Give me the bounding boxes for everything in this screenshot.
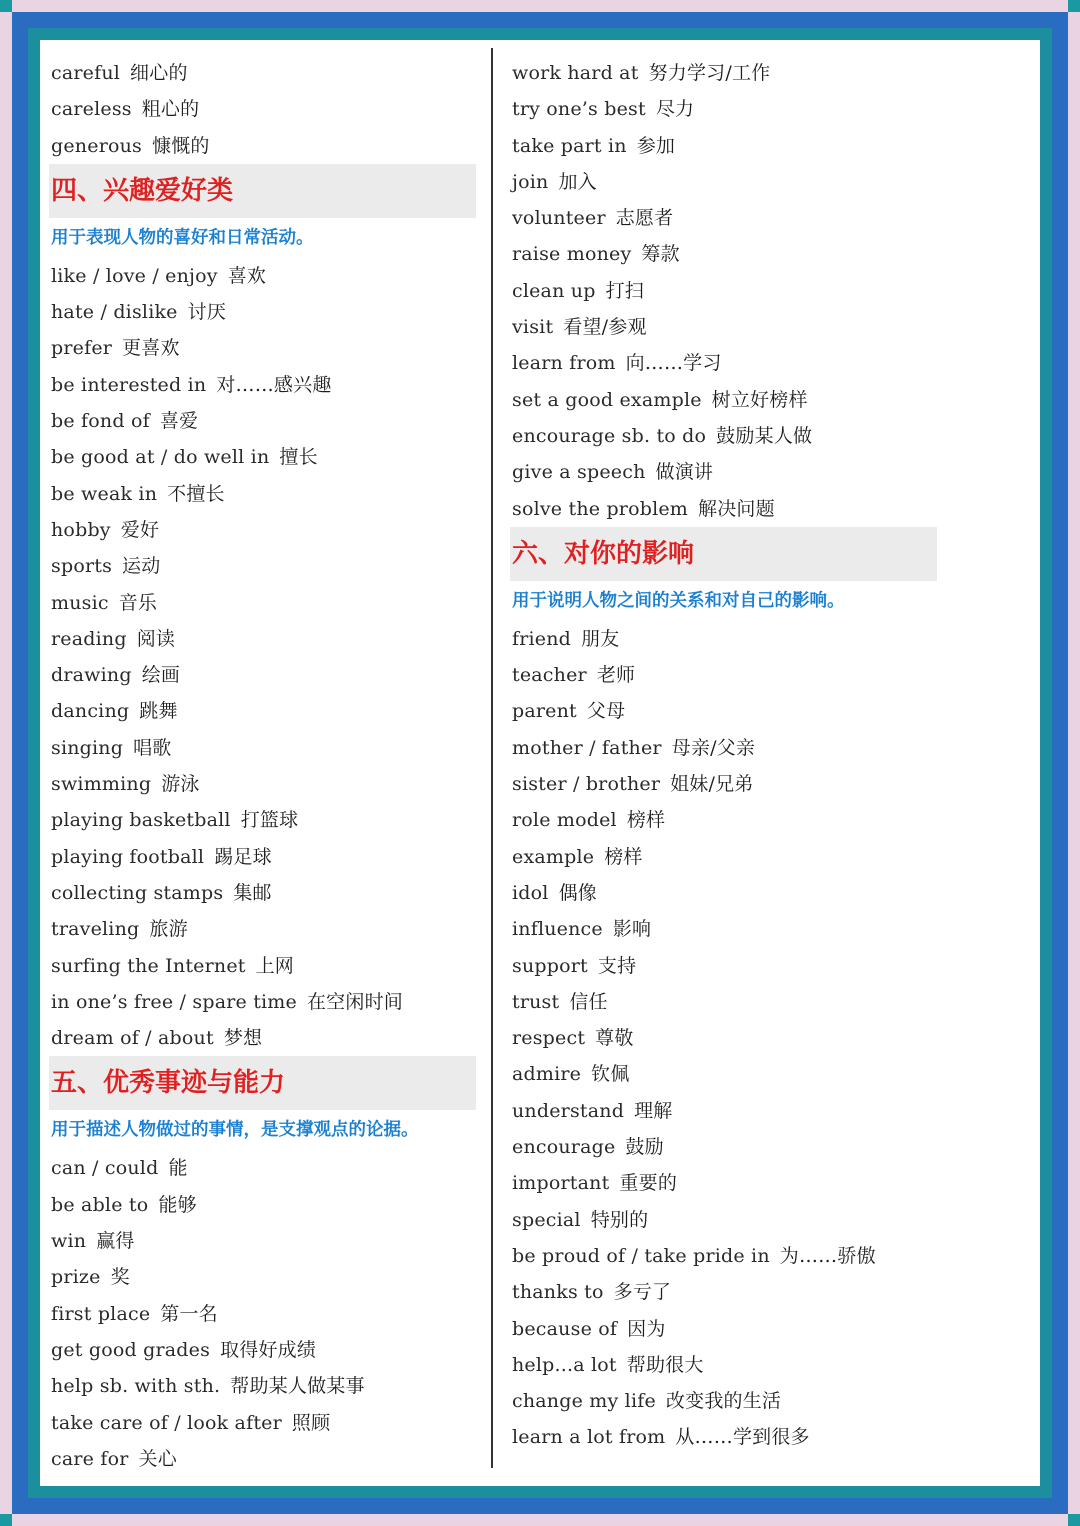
vocab-english: be proud of / take pride in (512, 1244, 770, 1267)
vocab-english: generous (51, 134, 142, 157)
vocab-english: thanks to (512, 1281, 604, 1304)
vocab-english: understand (512, 1099, 625, 1122)
vocab-entry (512, 1056, 937, 1092)
vocab-entry (51, 1332, 476, 1368)
vocab-entry (51, 1441, 476, 1477)
vocab-chinese: 细心的 (130, 62, 188, 84)
vocab-chinese: 重要的 (619, 1172, 678, 1195)
section-heading-influence: 六、对你的影响 (510, 527, 937, 581)
vocab-english: special (512, 1208, 581, 1231)
vocab-english: get good grades (51, 1338, 211, 1361)
vocab-chinese: 榜样 (604, 845, 643, 868)
vocab-entry (512, 1202, 937, 1238)
vocab-entry (51, 1405, 476, 1441)
vocab-chinese: 加入 (558, 170, 597, 193)
vocab-entry (512, 693, 937, 729)
vocab-entry (512, 802, 937, 838)
section-subheading-achievements: 用于描述人物做过的事情，是支撑观点的论据。 (51, 1120, 419, 1141)
vocab-chinese: 向……学习 (625, 352, 722, 375)
vocab-chinese: 喜爱 (159, 410, 199, 433)
vocab-english: can / could (51, 1157, 159, 1180)
vocab-entry (512, 875, 937, 911)
vocab-chinese: 集邮 (233, 881, 272, 904)
vocab-chinese: 更喜欢 (122, 337, 180, 360)
vocab-entry (512, 164, 937, 200)
vocab-entry (51, 548, 476, 584)
vocab-english: playing basketball (51, 809, 231, 832)
vocab-english: teacher (512, 664, 587, 687)
vocab-chinese: 打扫 (605, 279, 644, 302)
vocab-entry (51, 512, 476, 548)
vocab-chinese: 能 (168, 1157, 188, 1180)
vocab-chinese: 为……骄傲 (779, 1244, 876, 1267)
vocab-chinese: 不擅长 (167, 482, 225, 505)
vocab-entry (512, 621, 937, 657)
vocab-chinese: 做演讲 (655, 461, 714, 484)
vocab-entry (512, 948, 937, 984)
vocab-english: be weak in (51, 482, 158, 505)
vocab-chinese: 爱好 (120, 518, 160, 541)
vocab-entry (512, 1165, 937, 1201)
vocab-english: clean up (512, 279, 596, 302)
vocab-english: reading (51, 627, 127, 650)
vocab-entry (512, 1383, 937, 1419)
vocab-english: give a speech (512, 461, 646, 484)
vocab-english: encourage (512, 1136, 616, 1159)
vocab-entry (51, 55, 476, 91)
vocab-entry (512, 1129, 937, 1165)
vocab-entry (51, 585, 476, 621)
vocab-chinese: 慷慨的 (152, 134, 210, 157)
vocab-english: support (512, 954, 588, 977)
vocab-english: raise money (512, 243, 632, 266)
vocab-chinese: 偶像 (558, 881, 597, 904)
vocab-entry (512, 345, 937, 381)
vocab-english: mother / father (512, 736, 662, 759)
vocab-entry (512, 309, 937, 345)
vocab-chinese: 解决问题 (698, 497, 775, 520)
vocab-entry (51, 1020, 476, 1056)
vocab-chinese: 上网 (255, 954, 294, 977)
vocab-list-achievements (51, 1150, 476, 1477)
vocab-chinese: 鼓励 (625, 1136, 664, 1159)
vocab-english: singing (51, 736, 124, 759)
vocab-entry (512, 236, 937, 272)
vocab-english: care for (51, 1447, 129, 1470)
vocab-english: set a good example (512, 388, 702, 411)
vocab-english: traveling (51, 918, 140, 941)
vocab-english: visit (512, 316, 554, 339)
vocab-chinese: 能够 (158, 1193, 197, 1216)
vocab-english: influence (512, 918, 603, 941)
vocab-chinese: 鼓励某人做 (716, 424, 813, 447)
vocab-english: work hard at (512, 62, 639, 84)
vocab-chinese: 特别的 (590, 1208, 649, 1231)
vocab-chinese: 影响 (612, 918, 652, 941)
vocab-chinese: 踢足球 (214, 845, 272, 868)
vocab-entry (512, 1419, 937, 1455)
vocab-entry (512, 91, 937, 127)
vocab-entry (512, 657, 937, 693)
vocab-chinese: 姐妹/兄弟 (670, 773, 754, 796)
vocab-chinese: 赢得 (96, 1230, 135, 1253)
vocab-list-traits (51, 55, 476, 164)
vocab-chinese: 信任 (569, 990, 608, 1013)
vocab-entry (512, 984, 937, 1020)
vocab-english: dancing (51, 700, 130, 723)
vocab-chinese: 唱歌 (133, 736, 172, 759)
vocab-english: example (512, 845, 595, 868)
vocab-chinese: 音乐 (118, 591, 158, 614)
vocab-entry (512, 200, 937, 236)
column-divider (491, 48, 493, 1468)
section-subheading-hobbies: 用于表现人物的喜好和日常活动。 (51, 227, 314, 248)
left-column (51, 55, 476, 1477)
vocab-english: careful (51, 62, 121, 84)
vocab-chinese: 尽力 (655, 98, 695, 121)
vocab-english: dream of / about (51, 1027, 214, 1050)
vocab-entry (51, 258, 476, 294)
vocab-english: take care of / look after (51, 1411, 282, 1434)
vocab-entry (51, 367, 476, 403)
vocab-chinese: 跳舞 (139, 700, 178, 723)
vocab-english: hobby (51, 518, 111, 541)
vocab-english: learn from (512, 352, 616, 375)
vocab-entry (512, 1093, 937, 1129)
vocab-chinese: 从……学到很多 (675, 1426, 810, 1449)
vocab-entry (51, 1187, 476, 1223)
vocab-entry (512, 730, 937, 766)
vocab-entry (512, 454, 937, 490)
vocab-english: in one’s free / spare time (51, 990, 297, 1013)
vocab-chinese: 努力学习/工作 (648, 62, 771, 84)
vocab-chinese: 帮助很大 (626, 1353, 704, 1376)
vocab-entry (512, 1238, 937, 1274)
vocab-chinese: 志愿者 (615, 207, 674, 230)
vocab-chinese: 父母 (586, 700, 626, 723)
vocab-chinese: 关心 (138, 1447, 177, 1470)
vocab-entry (51, 766, 476, 802)
vocab-english: prize (51, 1266, 101, 1289)
vocab-entry (51, 657, 476, 693)
vocab-english: help...a lot (512, 1353, 617, 1376)
vocab-chinese: 第一名 (160, 1302, 218, 1325)
vocab-chinese: 绘画 (141, 664, 181, 687)
vocab-entry (51, 91, 476, 127)
vocab-list-hobbies (51, 258, 476, 1057)
vocab-chinese: 参加 (636, 134, 676, 157)
vocab-entry (512, 1020, 937, 1056)
vocab-english: respect (512, 1027, 586, 1050)
vocab-entry (51, 1150, 476, 1186)
vocab-entry (512, 491, 937, 527)
vocab-entry (512, 1311, 937, 1347)
vocab-chinese: 老师 (596, 664, 636, 687)
vocab-english: surfing the Internet (51, 954, 246, 977)
vocab-english: solve the problem (512, 497, 689, 520)
vocab-english: drawing (51, 664, 132, 687)
vocab-chinese: 钦佩 (591, 1063, 630, 1086)
vocab-english: because of (512, 1317, 618, 1340)
vocab-entry (51, 693, 476, 729)
vocab-list-actions (512, 55, 937, 527)
vocab-entry (512, 911, 937, 947)
vocab-chinese: 打篮球 (240, 809, 299, 832)
frame-corner (0, 1514, 12, 1526)
vocab-chinese: 照顾 (291, 1411, 331, 1434)
vocab-chinese: 旅游 (149, 918, 188, 941)
vocab-english: sports (51, 555, 113, 578)
vocab-chinese: 尊敬 (595, 1027, 634, 1050)
vocab-chinese: 筹款 (641, 243, 680, 266)
vocab-chinese: 看望/参观 (563, 316, 647, 339)
vocab-chinese: 擅长 (279, 446, 318, 469)
vocab-english: help sb. with sth. (51, 1375, 221, 1398)
vocab-english: be interested in (51, 373, 207, 396)
vocab-entry (512, 1274, 937, 1310)
vocab-chinese: 因为 (627, 1317, 666, 1340)
vocab-entry (51, 984, 476, 1020)
vocab-english: learn a lot from (512, 1426, 666, 1449)
vocab-chinese: 取得好成绩 (220, 1338, 317, 1361)
vocab-chinese: 在空闲时间 (306, 990, 403, 1013)
vocab-chinese: 改变我的生活 (665, 1390, 782, 1413)
vocab-english: be able to (51, 1193, 149, 1216)
vocab-entry (51, 1368, 476, 1404)
vocab-entry (51, 730, 476, 766)
vocab-chinese: 支持 (597, 954, 637, 977)
vocab-chinese: 讨厌 (187, 301, 227, 324)
vocab-english: hate / dislike (51, 301, 178, 324)
vocab-entry (512, 418, 937, 454)
vocab-english: careless (51, 98, 132, 121)
vocab-english: admire (512, 1063, 582, 1086)
right-column (512, 55, 937, 1456)
section-heading-hobbies: 四、兴趣爱好类 (49, 164, 476, 218)
vocab-entry (512, 128, 937, 164)
vocab-chinese: 运动 (122, 555, 161, 578)
vocab-english: sister / brother (512, 773, 661, 796)
vocab-entry (51, 911, 476, 947)
vocab-english: prefer (51, 337, 113, 360)
vocab-entry (512, 766, 937, 802)
vocab-entry (512, 273, 937, 309)
vocab-entry (51, 1223, 476, 1259)
vocab-chinese: 母亲/父亲 (671, 736, 756, 759)
vocab-english: encourage sb. to do (512, 424, 707, 447)
vocab-chinese: 对……感兴趣 (216, 373, 332, 396)
vocab-entry (51, 128, 476, 164)
section-heading-achievements: 五、优秀事迹与能力 (49, 1056, 476, 1110)
vocab-list-influence (512, 621, 937, 1456)
vocab-english: be good at / do well in (51, 446, 270, 469)
vocab-entry (51, 403, 476, 439)
vocab-chinese: 喜欢 (227, 264, 267, 287)
frame-corner (1068, 1514, 1080, 1526)
vocab-entry (512, 839, 937, 875)
vocab-chinese: 多亏了 (613, 1281, 672, 1304)
vocab-english: like / love / enjoy (51, 264, 218, 287)
vocab-entry (51, 948, 476, 984)
vocab-entry (512, 382, 937, 418)
vocab-entry (51, 621, 476, 657)
vocab-chinese: 奖 (110, 1266, 130, 1289)
vocab-english: collecting stamps (51, 881, 224, 904)
vocab-english: volunteer (512, 207, 606, 230)
vocab-chinese: 粗心的 (141, 98, 200, 121)
vocab-entry (512, 1347, 937, 1383)
vocab-entry (51, 330, 476, 366)
frame-corner (1068, 0, 1080, 12)
vocab-english: join (512, 170, 549, 193)
vocab-english: parent (512, 700, 577, 723)
vocab-english: friend (512, 627, 572, 650)
vocab-chinese: 理解 (634, 1099, 673, 1122)
vocab-chinese: 树立好榜样 (711, 388, 808, 411)
vocab-entry (51, 875, 476, 911)
vocab-english: be fond of (51, 410, 150, 433)
vocab-english: try one’s best (512, 98, 646, 121)
section-subheading-influence: 用于说明人物之间的关系和对自己的影响。 (512, 590, 845, 611)
vocab-chinese: 榜样 (626, 809, 666, 832)
vocab-english: first place (51, 1302, 151, 1325)
vocab-chinese: 帮助某人做某事 (230, 1375, 365, 1398)
vocab-entry (512, 55, 937, 91)
vocab-english: music (51, 591, 109, 614)
frame-corner (0, 0, 12, 12)
vocab-chinese: 朋友 (581, 627, 620, 650)
vocab-english: change my life (512, 1390, 656, 1413)
vocab-entry (51, 476, 476, 512)
vocab-english: win (51, 1230, 87, 1253)
vocab-english: trust (512, 990, 560, 1013)
vocab-english: swimming (51, 773, 152, 796)
vocab-entry (51, 839, 476, 875)
vocab-entry (51, 1296, 476, 1332)
vocab-chinese: 阅读 (136, 627, 176, 650)
vocab-english: role model (512, 809, 617, 832)
vocab-entry (51, 294, 476, 330)
vocab-english: idol (512, 881, 549, 904)
vocab-chinese: 游泳 (161, 773, 200, 796)
vocab-english: important (512, 1172, 610, 1195)
vocab-chinese: 梦想 (223, 1027, 263, 1050)
vocab-english: take part in (512, 134, 627, 157)
vocab-entry (51, 439, 476, 475)
vocab-entry (51, 1259, 476, 1295)
vocab-entry (51, 802, 476, 838)
vocab-english: playing football (51, 845, 205, 868)
